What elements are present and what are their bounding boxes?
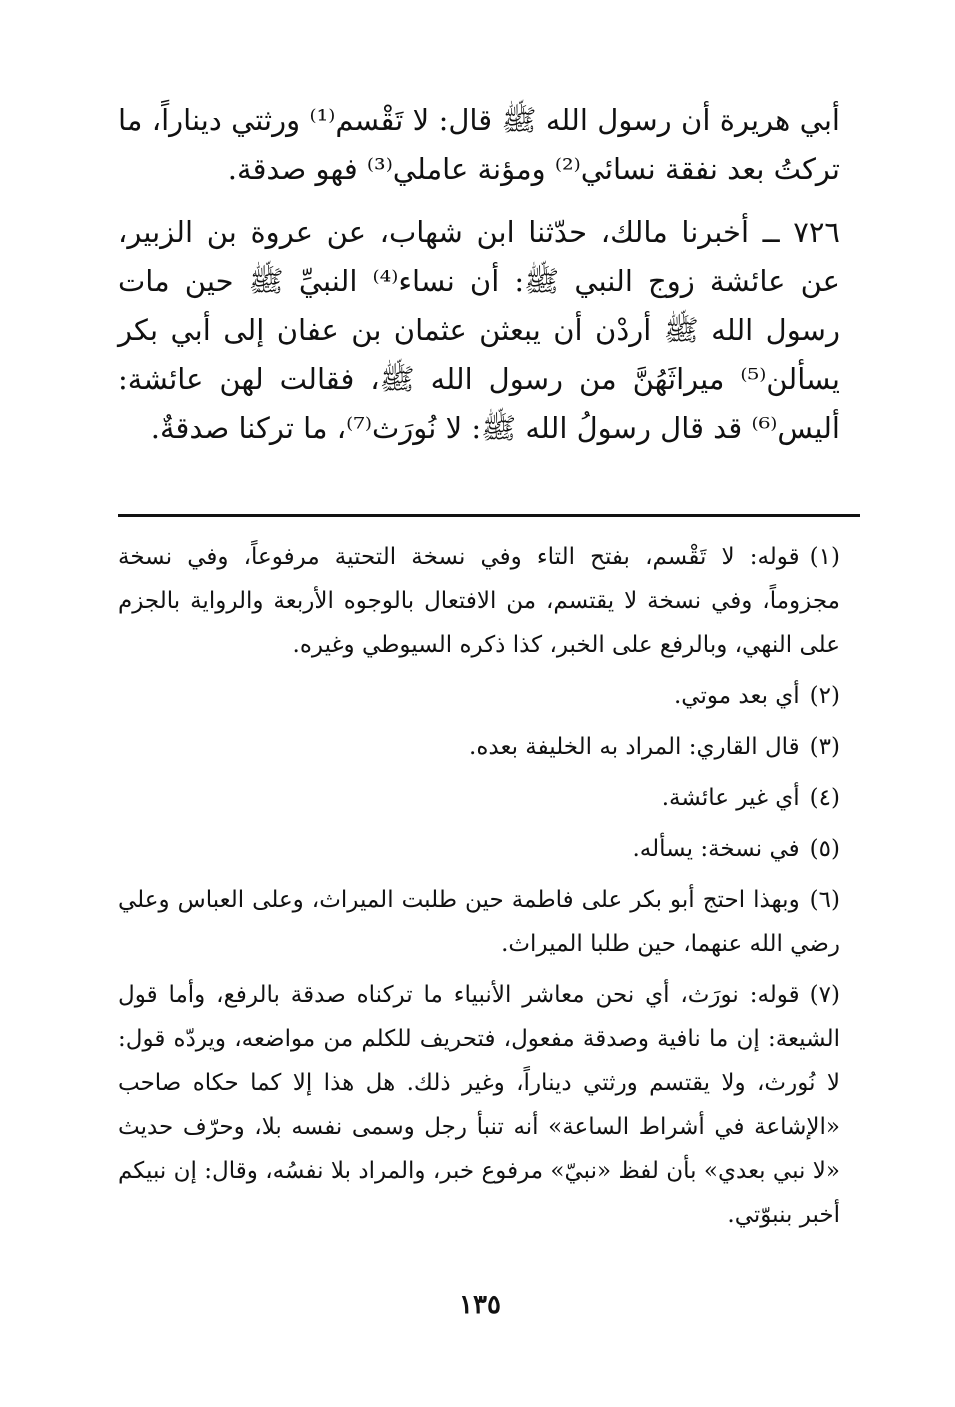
hadith-paragraph-1: أبي هريرة أن رسول الله ﷺ قال: لا تَقْسم⁽¹⁾ ورثتي ديناراً، ما تركتُ بعد نفقة نسائي⁽²⁾ ومؤنة عاملي⁽³⁾ فهو صدقة. [118,103,840,186]
footnote-text: وبهذا احتج أبو بكر على فاطمة حين طلبت الميراث، وعلى العباس وعلي رضي الله عنهما، حين طلبا الميراث. [118,887,840,957]
footnote-text: أي غير عائشة. [661,785,800,811]
footnote-6 [118,878,840,966]
footnote-text: أي بعد موتي. [674,683,800,709]
footnote-number: (٣) [809,734,840,760]
page-number: ١٣٥ [459,1290,501,1320]
footnote-2 [118,674,840,718]
footnote-text: قال القاري: المراد به الخليفة بعده. [469,734,800,760]
footnote-number: (٥) [809,836,840,862]
footnote-3 [118,725,840,769]
hadith-paragraph-2: ٧٢٦ ــ أخبرنا مالك، حدّثنا ابن شهاب، عن عروة بن الزبير، عن عائشة زوج النبي ﷺ: أن نساء⁽⁴⁾ النبيِّ ﷺ حين مات رسول الله ﷺ أردْن أن يبعثن عثمان بن عفان إلى أبي بكر يسألن⁽⁵⁾ ميراثَهُنَّ من رسول الله ﷺ، فقالت لهن عائشة: أليس⁽⁶⁾ قد قال رسولُ الله ﷺ: لا نُورَث⁽⁷⁾، ما تركنا صدقةٌ. [118,215,840,445]
footnote-number: (٧) [809,982,840,1008]
footnote-number: (١) [809,544,840,570]
footnotes-section [118,535,840,1244]
footnote-5 [118,827,840,871]
main-text-block [118,96,840,465]
footnote-number: (٦) [809,887,840,913]
footnote-text: قوله: نورَث، أي نحن معاشر الأنبياء ما تركناه صدقة بالرفع، وأما قول الشيعة: إن ما نافية وصدقة مفعول، فتحريف للكلم من مواضعه، ويردّه قول: لا نُورث، ولا يقتسم ورثتي ديناراً، وغير ذلك. هل هذا إلا كما حكاه صاحب «الإشاعة في أشراط الساعة» أنه تنبأ رجل وسمى نفسه بلا، وحرّف حديث «لا نبي بعدي» بأن لفظ «نبيّ» مرفوع خبر، والمراد بلا نفسُه، وقال: إن نبيكم أخبر بنبوّتي. [118,982,840,1228]
footnote-7 [118,973,840,1237]
footnote-divider [118,514,860,517]
footnote-text: في نسخة: يسأله. [632,836,800,862]
footnote-number: (٢) [809,683,840,709]
footnote-4 [118,776,840,820]
footnote-1 [118,535,840,667]
footnote-text: قوله: لا تَقْسم، بفتح التاء وفي نسخة التحتية مرفوعاً، وفي نسخة مجزوماً، وفي نسخة لا يقتسم، من الافتعال بالوجوه الأربعة والرواية بالجزم على النهي، وبالرفع على الخبر، كذا ذكره السيوطي وغيره. [118,544,840,658]
footnote-number: (٤) [809,785,840,811]
